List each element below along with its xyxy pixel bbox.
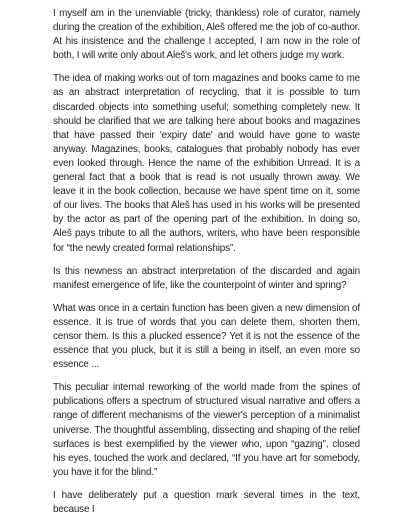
paragraph: This peculiar internal reworking of the world made from the spines of publications offers a spectrum of structured visual narrative and offers a range of different mechanisms of the viewer's perception of a minimalist universe. The thoughtful assembling, dissecting and shaping of the relief surfaces is best exemplified by the viewer who, upon “gazing”, closed his eyes, touched the work and declared, “If you have art for somebody, you have it for the blind.” <box>53 382 360 478</box>
paragraph: I have deliberately put a question mark several times in the text, because I <box>53 489 360 515</box>
paragraph: What was once in a certain function has been given a new dimension of essence. It is true of words that you can delete them, shorten them, censor them. Is this a plucked essence? Yet it is not the essence of the essence that you pluck, but it is still a being in itself, an even more so essence ... <box>53 302 360 371</box>
paragraph: Is this newness an abstract interpretation of the discarded and again manifest emergence of life, like the counterpoint of winter and spring? <box>53 265 360 291</box>
paragraph: The idea of making works out of torn magazines and books came to me as an abstract interpretation of recycling, that it is possible to turn discarded objects into something useful; something completely new. It should be clarified that we are talking here about books and magazines that have passed their 'expiry date' and would have gone to waste anyway. Magazines, books, catalogues that probably nobody has ever even looked through. Hence the name of the exhibition Unread. It is a general fact that a book that is read is not usually thrown away. We leave it in the book collection, because we have spent time on it, some of our lives. The books that Aleš has used in his works will be presented by the actor as part of the opening part of the exhibition. In doing so, Aleš pays tribute to all the authors, writers, who have been responsible for “the newly created formal relationships”. <box>53 73 360 254</box>
paragraph: I myself am in the unenviable (tricky, thankless) role of curator, namely during the creation of the exhibition, Aleš offered me the job of co-author. At his insistence and the challenge I accepted, I am now in the role of both, I will write only about Aleš's work, and let others judge my work. <box>53 8 360 62</box>
